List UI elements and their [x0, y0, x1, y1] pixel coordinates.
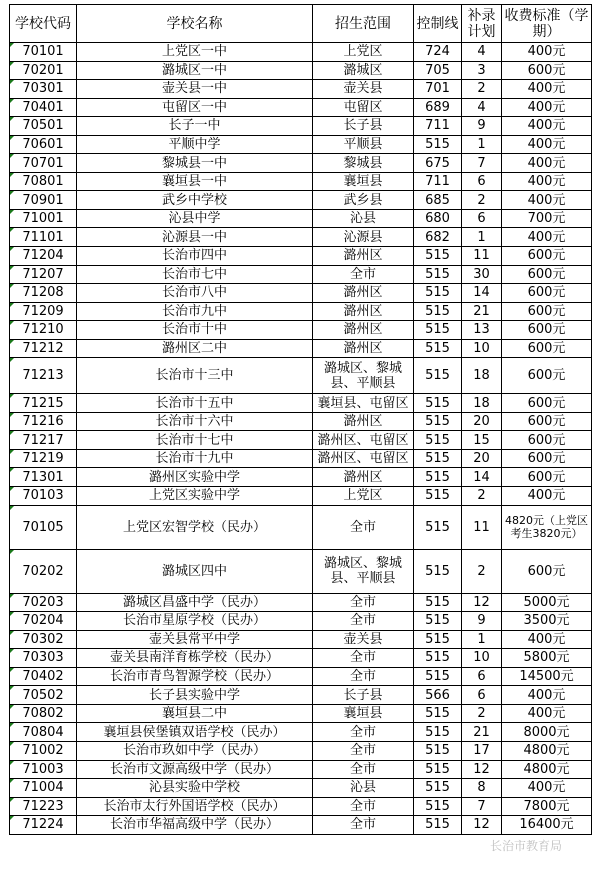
- cell-name: 长治市华福高级中学（民办）: [77, 816, 313, 835]
- cell-code: 71101: [10, 228, 77, 247]
- cell-code: 71216: [10, 412, 77, 431]
- cell-plan: 4: [462, 43, 502, 62]
- cell-code: 70301: [10, 80, 77, 99]
- cell-fee: 400元: [502, 779, 592, 798]
- cell-fee: 600元: [502, 321, 592, 340]
- cell-line: 515: [414, 816, 462, 835]
- cell-fee: 600元: [502, 412, 592, 431]
- cell-line: 515: [414, 468, 462, 487]
- table-row: [10, 816, 592, 835]
- cell-line: 515: [414, 135, 462, 154]
- table-row: [10, 247, 592, 266]
- table-row: [10, 117, 592, 136]
- cell-fee: 400元: [502, 704, 592, 723]
- cell-name: 襄垣县侯堡镇双语学校（民办）: [77, 723, 313, 742]
- cell-name: 长治市四中: [77, 247, 313, 266]
- table-row: [10, 593, 592, 612]
- cell-code: 70204: [10, 612, 77, 631]
- cell-fee: 600元: [502, 339, 592, 358]
- cell-code: 71224: [10, 816, 77, 835]
- header-fee: 收费标准（学期）: [502, 5, 592, 43]
- table-row: [10, 339, 592, 358]
- cell-code: 71212: [10, 339, 77, 358]
- cell-code: 71004: [10, 779, 77, 798]
- table-body: [10, 43, 592, 835]
- cell-plan: 14: [462, 284, 502, 303]
- cell-scope: 全市: [313, 797, 414, 816]
- table-row: [10, 797, 592, 816]
- cell-scope: 全市: [313, 667, 414, 686]
- table-row: [10, 649, 592, 668]
- cell-name: 上党区实验中学: [77, 487, 313, 506]
- cell-plan: 15: [462, 431, 502, 450]
- header-plan: 补录计划: [462, 5, 502, 43]
- cell-name: 长治市九中: [77, 302, 313, 321]
- cell-line: 566: [414, 686, 462, 705]
- cell-line: 711: [414, 172, 462, 191]
- cell-plan: 12: [462, 816, 502, 835]
- cell-plan: 13: [462, 321, 502, 340]
- cell-name: 襄垣县二中: [77, 704, 313, 723]
- cell-code: 70203: [10, 593, 77, 612]
- cell-name: 长治市星原学校（民办）: [77, 612, 313, 631]
- cell-code: 70402: [10, 667, 77, 686]
- cell-plan: 7: [462, 797, 502, 816]
- cell-code: 71210: [10, 321, 77, 340]
- table-row: [10, 172, 592, 191]
- header-code: 学校代码: [10, 5, 77, 43]
- cell-code: 70303: [10, 649, 77, 668]
- cell-scope: 壶关县: [313, 80, 414, 99]
- cell-fee: 400元: [502, 135, 592, 154]
- cell-plan: 11: [462, 247, 502, 266]
- cell-fee: 600元: [502, 394, 592, 413]
- table-row: [10, 487, 592, 506]
- cell-name: 潞城区昌盛中学（民办）: [77, 593, 313, 612]
- table-row: [10, 394, 592, 413]
- cell-line: 705: [414, 61, 462, 80]
- cell-plan: 17: [462, 741, 502, 760]
- cell-code: 70502: [10, 686, 77, 705]
- cell-scope: 沁县: [313, 779, 414, 798]
- admission-table: [9, 4, 592, 835]
- cell-plan: 12: [462, 760, 502, 779]
- header-row: [10, 5, 592, 43]
- cell-scope: 黎城县: [313, 154, 414, 173]
- cell-line: 515: [414, 449, 462, 468]
- cell-line: 515: [414, 431, 462, 450]
- header-name: 学校名称: [77, 5, 313, 43]
- table-row: [10, 760, 592, 779]
- table-row: [10, 704, 592, 723]
- cell-fee: 600元: [502, 431, 592, 450]
- cell-fee: 4800元: [502, 760, 592, 779]
- cell-name: 长子县实验中学: [77, 686, 313, 705]
- cell-line: 515: [414, 723, 462, 742]
- cell-fee: 400元: [502, 154, 592, 173]
- cell-scope: 潞州区: [313, 247, 414, 266]
- cell-plan: 2: [462, 549, 502, 593]
- table-row: [10, 209, 592, 228]
- cell-plan: 18: [462, 394, 502, 413]
- cell-code: 71301: [10, 468, 77, 487]
- table-row: [10, 412, 592, 431]
- cell-code: 71003: [10, 760, 77, 779]
- cell-code: 71002: [10, 741, 77, 760]
- cell-code: 70302: [10, 630, 77, 649]
- cell-code: 70101: [10, 43, 77, 62]
- cell-scope: 潞州区: [313, 321, 414, 340]
- cell-scope: 全市: [313, 649, 414, 668]
- cell-scope: 潞城区: [313, 61, 414, 80]
- cell-name: 沁源县一中: [77, 228, 313, 247]
- cell-line: 515: [414, 612, 462, 631]
- table-row: [10, 265, 592, 284]
- cell-fee: 400元: [502, 228, 592, 247]
- cell-line: 515: [414, 412, 462, 431]
- cell-name: 潞州区二中: [77, 339, 313, 358]
- cell-name: 潞州区实验中学: [77, 468, 313, 487]
- table-row: [10, 191, 592, 210]
- cell-line: 515: [414, 321, 462, 340]
- cell-name: 长治市文源高级中学（民办）: [77, 760, 313, 779]
- table-row: [10, 612, 592, 631]
- cell-fee: 4820元（上党区考生3820元）: [502, 505, 592, 549]
- cell-name: 长治市十六中: [77, 412, 313, 431]
- cell-scope: 沁县: [313, 209, 414, 228]
- cell-plan: 20: [462, 412, 502, 431]
- cell-line: 515: [414, 247, 462, 266]
- cell-scope: 潞城区、黎城县、平顺县: [313, 549, 414, 593]
- cell-plan: 12: [462, 593, 502, 612]
- cell-scope: 长子县: [313, 686, 414, 705]
- cell-code: 71223: [10, 797, 77, 816]
- cell-plan: 10: [462, 649, 502, 668]
- cell-scope: 全市: [313, 723, 414, 742]
- cell-scope: 屯留区: [313, 98, 414, 117]
- cell-scope: 全市: [313, 505, 414, 549]
- cell-name: 平顺中学: [77, 135, 313, 154]
- cell-scope: 全市: [313, 760, 414, 779]
- cell-fee: 600元: [502, 468, 592, 487]
- cell-name: 潞城区一中: [77, 61, 313, 80]
- cell-line: 515: [414, 339, 462, 358]
- cell-code: 71001: [10, 209, 77, 228]
- cell-name: 黎城县一中: [77, 154, 313, 173]
- cell-name: 长治市青鸟智源学校（民办）: [77, 667, 313, 686]
- cell-fee: 600元: [502, 549, 592, 593]
- cell-plan: 2: [462, 80, 502, 99]
- cell-code: 70105: [10, 505, 77, 549]
- cell-code: 71219: [10, 449, 77, 468]
- cell-fee: 700元: [502, 209, 592, 228]
- table-row: [10, 321, 592, 340]
- cell-plan: 8: [462, 779, 502, 798]
- cell-line: 682: [414, 228, 462, 247]
- cell-line: 515: [414, 760, 462, 779]
- cell-scope: 潞州区: [313, 284, 414, 303]
- cell-line: 515: [414, 704, 462, 723]
- cell-fee: 400元: [502, 191, 592, 210]
- header-line: 控制线: [414, 5, 462, 43]
- table-row: [10, 779, 592, 798]
- cell-scope: 潞州区、屯留区: [313, 431, 414, 450]
- cell-code: 71208: [10, 284, 77, 303]
- cell-line: 515: [414, 549, 462, 593]
- table-row: [10, 98, 592, 117]
- cell-line: 675: [414, 154, 462, 173]
- cell-scope: 上党区: [313, 487, 414, 506]
- table-row: [10, 302, 592, 321]
- cell-scope: 全市: [313, 593, 414, 612]
- cell-fee: 5000元: [502, 593, 592, 612]
- cell-fee: 400元: [502, 686, 592, 705]
- watermark: 长治市教育局: [489, 839, 562, 853]
- cell-code: 70802: [10, 704, 77, 723]
- table-row: [10, 284, 592, 303]
- cell-line: 515: [414, 358, 462, 394]
- table-row: [10, 741, 592, 760]
- cell-scope: 全市: [313, 265, 414, 284]
- cell-name: 武乡中学校: [77, 191, 313, 210]
- cell-line: 515: [414, 667, 462, 686]
- cell-name: 上党区一中: [77, 43, 313, 62]
- cell-name: 长子一中: [77, 117, 313, 136]
- cell-scope: 长子县: [313, 117, 414, 136]
- header-scope: 招生范围: [313, 5, 414, 43]
- cell-name: 长治市十三中: [77, 358, 313, 394]
- table-row: [10, 431, 592, 450]
- cell-scope: 襄垣县: [313, 172, 414, 191]
- cell-line: 515: [414, 265, 462, 284]
- cell-name: 壶关县一中: [77, 80, 313, 99]
- cell-plan: 6: [462, 209, 502, 228]
- cell-code: 71204: [10, 247, 77, 266]
- cell-fee: 400元: [502, 172, 592, 191]
- cell-code: 70501: [10, 117, 77, 136]
- cell-plan: 2: [462, 487, 502, 506]
- cell-scope: 潞州区: [313, 339, 414, 358]
- cell-plan: 6: [462, 667, 502, 686]
- cell-scope: 潞城区、黎城县、平顺县: [313, 358, 414, 394]
- table-row: [10, 630, 592, 649]
- cell-plan: 7: [462, 154, 502, 173]
- table-row: [10, 686, 592, 705]
- cell-fee: 400元: [502, 98, 592, 117]
- cell-plan: 11: [462, 505, 502, 549]
- cell-fee: 4800元: [502, 741, 592, 760]
- cell-name: 襄垣县一中: [77, 172, 313, 191]
- cell-fee: 400元: [502, 630, 592, 649]
- cell-name: 长治市八中: [77, 284, 313, 303]
- cell-line: 515: [414, 741, 462, 760]
- cell-name: 长治市十九中: [77, 449, 313, 468]
- cell-line: 685: [414, 191, 462, 210]
- cell-fee: 600元: [502, 302, 592, 321]
- cell-plan: 20: [462, 449, 502, 468]
- cell-name: 沁县中学: [77, 209, 313, 228]
- cell-code: 70202: [10, 549, 77, 593]
- cell-code: 70103: [10, 487, 77, 506]
- cell-line: 680: [414, 209, 462, 228]
- cell-name: 上党区宏智学校（民办）: [77, 505, 313, 549]
- cell-scope: 上党区: [313, 43, 414, 62]
- cell-code: 70901: [10, 191, 77, 210]
- table-row: [10, 468, 592, 487]
- cell-fee: 14500元: [502, 667, 592, 686]
- cell-plan: 3: [462, 61, 502, 80]
- cell-code: 71213: [10, 358, 77, 394]
- cell-name: 长治市七中: [77, 265, 313, 284]
- table-row: [10, 43, 592, 62]
- cell-scope: 全市: [313, 816, 414, 835]
- cell-fee: 600元: [502, 449, 592, 468]
- cell-line: 724: [414, 43, 462, 62]
- cell-line: 515: [414, 505, 462, 549]
- cell-code: 70804: [10, 723, 77, 742]
- cell-fee: 600元: [502, 265, 592, 284]
- cell-plan: 21: [462, 302, 502, 321]
- cell-code: 71215: [10, 394, 77, 413]
- cell-scope: 襄垣县、屯留区: [313, 394, 414, 413]
- cell-plan: 1: [462, 630, 502, 649]
- cell-fee: 600元: [502, 284, 592, 303]
- table-row: [10, 228, 592, 247]
- cell-line: 701: [414, 80, 462, 99]
- cell-name: 长治市十中: [77, 321, 313, 340]
- cell-plan: 14: [462, 468, 502, 487]
- table-row: [10, 80, 592, 99]
- table-row: [10, 61, 592, 80]
- cell-scope: 潞州区、屯留区: [313, 449, 414, 468]
- cell-plan: 21: [462, 723, 502, 742]
- cell-scope: 沁源县: [313, 228, 414, 247]
- cell-fee: 3500元: [502, 612, 592, 631]
- cell-fee: 600元: [502, 358, 592, 394]
- cell-fee: 600元: [502, 61, 592, 80]
- table-row: [10, 505, 592, 549]
- cell-name: 长治市太行外国语学校（民办）: [77, 797, 313, 816]
- cell-plan: 10: [462, 339, 502, 358]
- cell-name: 长治市十五中: [77, 394, 313, 413]
- cell-plan: 1: [462, 135, 502, 154]
- table-row: [10, 667, 592, 686]
- cell-name: 壶关县常平中学: [77, 630, 313, 649]
- cell-line: 515: [414, 394, 462, 413]
- cell-scope: 潞州区: [313, 412, 414, 431]
- cell-plan: 18: [462, 358, 502, 394]
- cell-fee: 400元: [502, 487, 592, 506]
- cell-line: 515: [414, 797, 462, 816]
- cell-code: 70801: [10, 172, 77, 191]
- cell-name: 壶关县南洋育栋学校（民办）: [77, 649, 313, 668]
- cell-plan: 9: [462, 612, 502, 631]
- cell-fee: 8000元: [502, 723, 592, 742]
- cell-code: 70601: [10, 135, 77, 154]
- cell-scope: 武乡县: [313, 191, 414, 210]
- cell-line: 515: [414, 630, 462, 649]
- cell-code: 70401: [10, 98, 77, 117]
- cell-fee: 400元: [502, 117, 592, 136]
- cell-plan: 9: [462, 117, 502, 136]
- cell-fee: 600元: [502, 247, 592, 266]
- cell-plan: 2: [462, 191, 502, 210]
- cell-scope: 潞州区: [313, 302, 414, 321]
- cell-code: 71209: [10, 302, 77, 321]
- cell-plan: 4: [462, 98, 502, 117]
- cell-name: 屯留区一中: [77, 98, 313, 117]
- cell-plan: 30: [462, 265, 502, 284]
- cell-line: 515: [414, 302, 462, 321]
- cell-code: 71207: [10, 265, 77, 284]
- cell-line: 515: [414, 487, 462, 506]
- cell-line: 689: [414, 98, 462, 117]
- cell-name: 沁县实验中学校: [77, 779, 313, 798]
- cell-fee: 400元: [502, 43, 592, 62]
- cell-scope: 壶关县: [313, 630, 414, 649]
- cell-line: 711: [414, 117, 462, 136]
- table-row: [10, 135, 592, 154]
- cell-name: 长治市十七中: [77, 431, 313, 450]
- cell-line: 515: [414, 593, 462, 612]
- table-row: [10, 358, 592, 394]
- cell-code: 70201: [10, 61, 77, 80]
- cell-scope: 平顺县: [313, 135, 414, 154]
- table-row: [10, 723, 592, 742]
- cell-plan: 6: [462, 172, 502, 191]
- cell-scope: 全市: [313, 612, 414, 631]
- cell-line: 515: [414, 649, 462, 668]
- cell-scope: 全市: [313, 741, 414, 760]
- cell-plan: 1: [462, 228, 502, 247]
- table-row: [10, 154, 592, 173]
- cell-fee: 400元: [502, 80, 592, 99]
- cell-scope: 襄垣县: [313, 704, 414, 723]
- cell-line: 515: [414, 779, 462, 798]
- cell-fee: 16400元: [502, 816, 592, 835]
- cell-name: 长治市玖如中学（民办）: [77, 741, 313, 760]
- cell-plan: 6: [462, 686, 502, 705]
- cell-fee: 5800元: [502, 649, 592, 668]
- table-row: [10, 549, 592, 593]
- cell-line: 515: [414, 284, 462, 303]
- table-row: [10, 449, 592, 468]
- cell-fee: 7800元: [502, 797, 592, 816]
- cell-name: 潞城区四中: [77, 549, 313, 593]
- cell-plan: 2: [462, 704, 502, 723]
- cell-code: 70701: [10, 154, 77, 173]
- cell-scope: 潞州区: [313, 468, 414, 487]
- cell-code: 71217: [10, 431, 77, 450]
